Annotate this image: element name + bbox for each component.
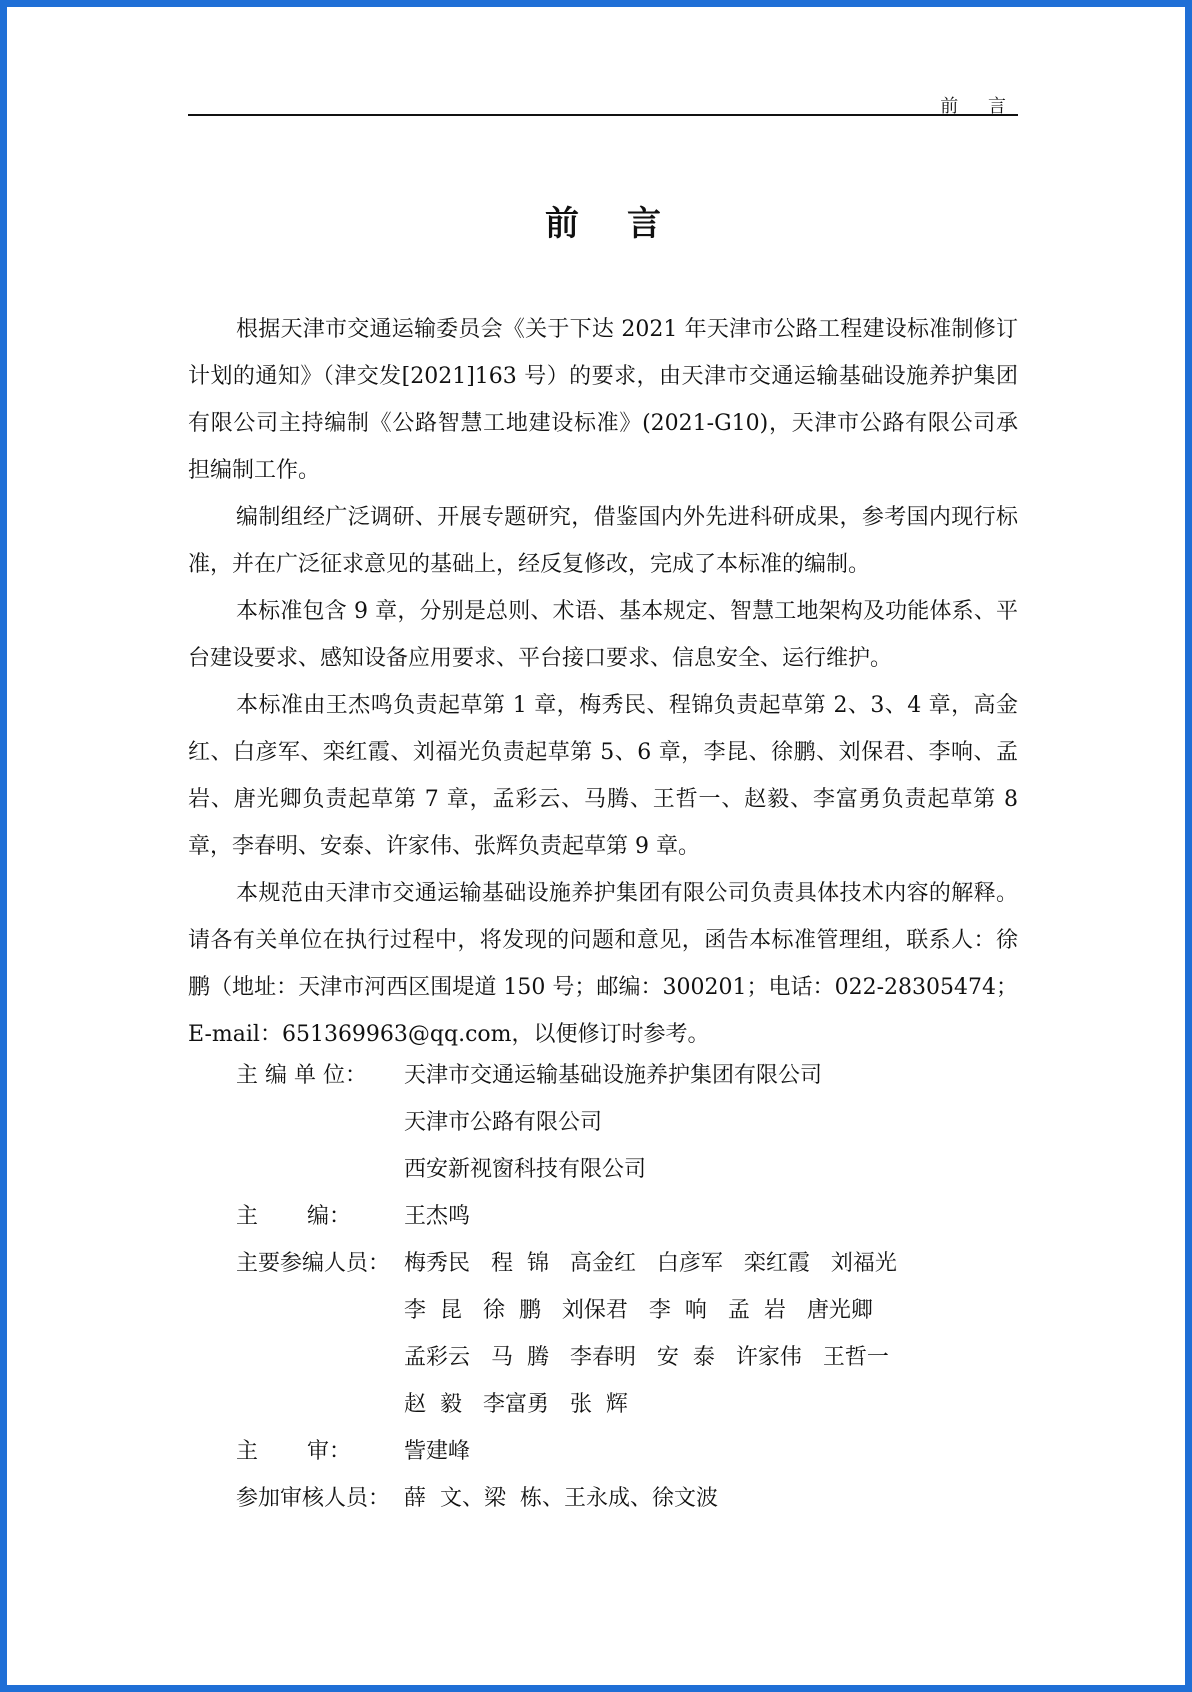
credit-value: 李 昆 徐 鹏 刘保君 李 响 孟 岩 唐光卿 bbox=[404, 1298, 873, 1323]
paragraph: 本标准包含 9 章，分别是总则、术语、基本规定、智慧工地架构及功能体系、平台建设要求、感知设备应用要求、平台接口要求、信息安全、运行维护。 bbox=[188, 599, 1018, 671]
credit-value: 梅秀民 程 锦 高金红 白彦军 栾红霞 刘福光 bbox=[404, 1251, 897, 1276]
credit-value: 西安新视窗科技有限公司 bbox=[404, 1157, 647, 1182]
credit-values bbox=[404, 1428, 1016, 1475]
credit-label: 主 编： bbox=[236, 1204, 351, 1229]
credit-value: 王杰鸣 bbox=[404, 1204, 471, 1229]
credit-value: 赵 毅 李富勇 张 辉 bbox=[404, 1392, 628, 1417]
credit-value: 天津市交通运输基础设施养护集团有限公司 bbox=[404, 1063, 823, 1088]
credit-participants bbox=[236, 1240, 1016, 1428]
credit-label: 主 审： bbox=[236, 1439, 351, 1464]
paragraph: 根据天津市交通运输委员会《关于下达 2021 年天津市公路工程建设标准制修订计划的通知》（津交发[2021]163 号）的要求，由天津市交通运输基础设施养护集团有限公司主持编制《公路智慧工地建设标准》(2021-G10)，天津市公路有限公司承担编制工作。 bbox=[188, 317, 1018, 483]
credit-value: 訾建峰 bbox=[404, 1439, 471, 1464]
credit-value: 薛 文、梁 栋、王永成、徐文波 bbox=[404, 1486, 718, 1511]
paragraph: 本标准由王杰鸣负责起草第 1 章，梅秀民、程锦负责起草第 2、3、4 章，高金红、白彦军、栾红霞、刘福光负责起草第 5、6 章，李昆、徐鹏、刘保君、李响、孟岩、唐光卿负责起草第 7 章，孟彩云、马腾、王哲一、赵毅、李富勇负责起草第 8 章，李春明、安泰、许家伟、张辉负责起草第 9 章。 bbox=[188, 693, 1018, 859]
paragraph: 编制组经广泛调研、开展专题研究，借鉴国内外先进科研成果，参考国内现行标准，并在广泛征求意见的基础上，经反复修改，完成了本标准的编制。 bbox=[188, 505, 1018, 577]
body-text bbox=[188, 306, 1018, 1058]
running-header: 前 言 bbox=[940, 96, 1018, 117]
credit-label: 主 编 单 位： bbox=[236, 1063, 367, 1088]
credit-values bbox=[404, 1052, 1016, 1193]
credit-values bbox=[404, 1475, 1016, 1522]
credits-list bbox=[236, 1052, 1016, 1522]
credit-value: 孟彩云 马 腾 李春明 安 泰 许家伟 王哲一 bbox=[404, 1345, 889, 1370]
credit-reviewers bbox=[236, 1475, 1016, 1522]
page-title: 前言 bbox=[545, 204, 709, 244]
credit-values bbox=[404, 1240, 1016, 1428]
credit-values bbox=[404, 1193, 1016, 1240]
credit-chief-reviewer bbox=[236, 1428, 1016, 1475]
credit-label: 主要参编人员： bbox=[236, 1251, 391, 1276]
paragraph: 本规范由天津市交通运输基础设施养护集团有限公司负责具体技术内容的解释。请各有关单位在执行过程中，将发现的问题和意见，函告本标准管理组，联系人：徐鹏（地址：天津市河西区围堤道 150 号；邮编：300201；电话：022-28305474；E-mail：651369963@qq.com，以便修订时参考。 bbox=[188, 881, 1018, 1047]
credit-editing-units bbox=[236, 1052, 1016, 1193]
credit-value: 天津市公路有限公司 bbox=[404, 1110, 603, 1135]
credit-label: 参加审核人员： bbox=[236, 1486, 391, 1511]
header-rule bbox=[188, 114, 1018, 116]
credit-chief-editor bbox=[236, 1193, 1016, 1240]
